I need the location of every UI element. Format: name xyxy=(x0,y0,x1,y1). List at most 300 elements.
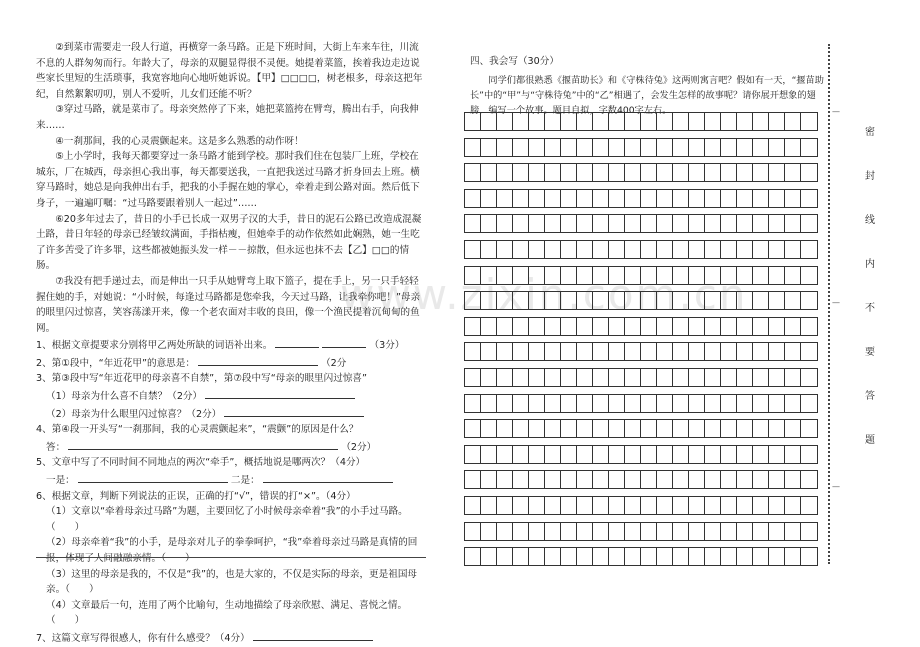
grid-cell[interactable] xyxy=(641,215,657,232)
grid-cell[interactable] xyxy=(705,395,721,412)
grid-cell[interactable] xyxy=(801,548,817,565)
grid-cell[interactable] xyxy=(673,215,689,232)
grid-cell[interactable] xyxy=(641,267,657,284)
grid-cell[interactable] xyxy=(801,113,817,130)
grid-cell[interactable] xyxy=(721,215,737,232)
grid-cell[interactable] xyxy=(481,241,497,258)
grid-cell[interactable] xyxy=(657,139,673,156)
grid-cell[interactable] xyxy=(673,420,689,437)
grid-cell[interactable] xyxy=(481,190,497,207)
answer-blank[interactable] xyxy=(78,471,228,483)
grid-cell[interactable] xyxy=(497,548,513,565)
grid-cell[interactable] xyxy=(721,241,737,258)
grid-cell[interactable] xyxy=(561,267,577,284)
grid-cell[interactable] xyxy=(497,395,513,412)
grid-cell[interactable] xyxy=(481,446,497,463)
grid-cell[interactable] xyxy=(673,190,689,207)
grid-cell[interactable] xyxy=(737,139,753,156)
grid-cell[interactable] xyxy=(593,318,609,335)
grid-cell[interactable] xyxy=(641,548,657,565)
grid-cell[interactable] xyxy=(673,113,689,130)
grid-cell[interactable] xyxy=(561,343,577,360)
grid-cell[interactable] xyxy=(753,471,769,488)
grid-cell[interactable] xyxy=(785,241,801,258)
grid-cell[interactable] xyxy=(801,190,817,207)
grid-cell[interactable] xyxy=(657,446,673,463)
grid-row[interactable] xyxy=(464,112,818,131)
grid-cell[interactable] xyxy=(497,190,513,207)
grid-cell[interactable] xyxy=(513,497,529,514)
grid-cell[interactable] xyxy=(673,369,689,386)
grid-cell[interactable] xyxy=(465,369,481,386)
grid-cell[interactable] xyxy=(609,241,625,258)
grid-cell[interactable] xyxy=(577,190,593,207)
grid-cell[interactable] xyxy=(801,343,817,360)
grid-cell[interactable] xyxy=(737,369,753,386)
grid-cell[interactable] xyxy=(641,164,657,181)
grid-cell[interactable] xyxy=(481,343,497,360)
grid-cell[interactable] xyxy=(513,318,529,335)
grid-cell[interactable] xyxy=(721,113,737,130)
grid-cell[interactable] xyxy=(753,241,769,258)
answer-blank[interactable] xyxy=(198,354,318,366)
grid-cell[interactable] xyxy=(705,446,721,463)
grid-cell[interactable] xyxy=(689,190,705,207)
grid-cell[interactable] xyxy=(785,369,801,386)
grid-cell[interactable] xyxy=(609,139,625,156)
grid-cell[interactable] xyxy=(673,139,689,156)
grid-cell[interactable] xyxy=(529,139,545,156)
grid-cell[interactable] xyxy=(561,497,577,514)
grid-cell[interactable] xyxy=(625,139,641,156)
grid-cell[interactable] xyxy=(721,139,737,156)
grid-cell[interactable] xyxy=(593,471,609,488)
grid-cell[interactable] xyxy=(801,395,817,412)
grid-cell[interactable] xyxy=(721,343,737,360)
grid-cell[interactable] xyxy=(721,190,737,207)
grid-cell[interactable] xyxy=(593,241,609,258)
grid-row[interactable] xyxy=(464,342,818,361)
grid-cell[interactable] xyxy=(593,164,609,181)
grid-cell[interactable] xyxy=(721,497,737,514)
answer-blank[interactable] xyxy=(68,438,338,450)
grid-cell[interactable] xyxy=(593,343,609,360)
grid-cell[interactable] xyxy=(785,395,801,412)
answer-blank[interactable] xyxy=(322,336,366,348)
grid-cell[interactable] xyxy=(769,395,785,412)
grid-cell[interactable] xyxy=(753,446,769,463)
grid-cell[interactable] xyxy=(561,471,577,488)
grid-cell[interactable] xyxy=(657,267,673,284)
grid-cell[interactable] xyxy=(641,523,657,540)
grid-cell[interactable] xyxy=(481,267,497,284)
grid-cell[interactable] xyxy=(561,318,577,335)
grid-cell[interactable] xyxy=(801,164,817,181)
grid-cell[interactable] xyxy=(465,267,481,284)
grid-cell[interactable] xyxy=(721,292,737,309)
grid-cell[interactable] xyxy=(481,369,497,386)
grid-cell[interactable] xyxy=(561,420,577,437)
grid-cell[interactable] xyxy=(625,446,641,463)
grid-cell[interactable] xyxy=(545,446,561,463)
grid-cell[interactable] xyxy=(673,267,689,284)
grid-cell[interactable] xyxy=(609,523,625,540)
grid-cell[interactable] xyxy=(801,139,817,156)
grid-cell[interactable] xyxy=(673,292,689,309)
grid-cell[interactable] xyxy=(673,395,689,412)
grid-cell[interactable] xyxy=(497,523,513,540)
grid-cell[interactable] xyxy=(513,523,529,540)
grid-cell[interactable] xyxy=(545,215,561,232)
grid-row[interactable] xyxy=(464,394,818,413)
grid-cell[interactable] xyxy=(689,548,705,565)
grid-cell[interactable] xyxy=(513,267,529,284)
grid-cell[interactable] xyxy=(785,139,801,156)
grid-cell[interactable] xyxy=(593,369,609,386)
grid-cell[interactable] xyxy=(609,267,625,284)
grid-cell[interactable] xyxy=(657,318,673,335)
grid-cell[interactable] xyxy=(609,471,625,488)
grid-cell[interactable] xyxy=(545,318,561,335)
grid-cell[interactable] xyxy=(785,471,801,488)
grid-cell[interactable] xyxy=(609,318,625,335)
grid-cell[interactable] xyxy=(689,471,705,488)
grid-cell[interactable] xyxy=(465,139,481,156)
grid-cell[interactable] xyxy=(545,190,561,207)
grid-cell[interactable] xyxy=(673,548,689,565)
grid-cell[interactable] xyxy=(529,241,545,258)
grid-cell[interactable] xyxy=(561,395,577,412)
grid-cell[interactable] xyxy=(753,164,769,181)
grid-cell[interactable] xyxy=(577,164,593,181)
grid-cell[interactable] xyxy=(481,497,497,514)
grid-cell[interactable] xyxy=(785,420,801,437)
grid-cell[interactable] xyxy=(625,369,641,386)
grid-cell[interactable] xyxy=(737,113,753,130)
grid-cell[interactable] xyxy=(689,139,705,156)
grid-cell[interactable] xyxy=(737,164,753,181)
grid-cell[interactable] xyxy=(689,241,705,258)
grid-cell[interactable] xyxy=(785,523,801,540)
grid-cell[interactable] xyxy=(593,267,609,284)
grid-cell[interactable] xyxy=(593,395,609,412)
grid-cell[interactable] xyxy=(801,292,817,309)
grid-cell[interactable] xyxy=(465,318,481,335)
grid-cell[interactable] xyxy=(721,164,737,181)
grid-cell[interactable] xyxy=(529,164,545,181)
grid-row[interactable] xyxy=(464,189,818,208)
grid-cell[interactable] xyxy=(753,113,769,130)
grid-cell[interactable] xyxy=(657,215,673,232)
grid-cell[interactable] xyxy=(577,343,593,360)
grid-cell[interactable] xyxy=(561,446,577,463)
grid-cell[interactable] xyxy=(545,343,561,360)
grid-cell[interactable] xyxy=(593,113,609,130)
grid-cell[interactable] xyxy=(609,446,625,463)
grid-cell[interactable] xyxy=(577,318,593,335)
grid-cell[interactable] xyxy=(497,420,513,437)
grid-cell[interactable] xyxy=(513,190,529,207)
grid-cell[interactable] xyxy=(753,343,769,360)
grid-cell[interactable] xyxy=(785,343,801,360)
grid-cell[interactable] xyxy=(497,241,513,258)
grid-cell[interactable] xyxy=(465,523,481,540)
grid-cell[interactable] xyxy=(737,471,753,488)
grid-cell[interactable] xyxy=(625,318,641,335)
grid-cell[interactable] xyxy=(769,446,785,463)
grid-cell[interactable] xyxy=(593,497,609,514)
grid-cell[interactable] xyxy=(769,113,785,130)
grid-cell[interactable] xyxy=(753,395,769,412)
grid-cell[interactable] xyxy=(769,164,785,181)
grid-cell[interactable] xyxy=(545,241,561,258)
grid-cell[interactable] xyxy=(657,241,673,258)
grid-cell[interactable] xyxy=(801,523,817,540)
grid-cell[interactable] xyxy=(497,497,513,514)
grid-cell[interactable] xyxy=(769,215,785,232)
grid-cell[interactable] xyxy=(785,267,801,284)
grid-cell[interactable] xyxy=(497,113,513,130)
grid-cell[interactable] xyxy=(529,267,545,284)
grid-cell[interactable] xyxy=(705,523,721,540)
grid-cell[interactable] xyxy=(721,446,737,463)
grid-cell[interactable] xyxy=(561,292,577,309)
grid-cell[interactable] xyxy=(497,292,513,309)
answer-blank[interactable] xyxy=(253,629,373,641)
grid-cell[interactable] xyxy=(609,113,625,130)
grid-cell[interactable] xyxy=(657,164,673,181)
grid-cell[interactable] xyxy=(577,420,593,437)
grid-row[interactable] xyxy=(464,317,818,336)
grid-row[interactable] xyxy=(464,419,818,438)
grid-cell[interactable] xyxy=(753,318,769,335)
grid-cell[interactable] xyxy=(593,292,609,309)
grid-cell[interactable] xyxy=(529,497,545,514)
grid-cell[interactable] xyxy=(465,471,481,488)
grid-cell[interactable] xyxy=(689,292,705,309)
grid-cell[interactable] xyxy=(545,471,561,488)
grid-cell[interactable] xyxy=(689,497,705,514)
grid-cell[interactable] xyxy=(737,395,753,412)
grid-cell[interactable] xyxy=(657,471,673,488)
grid-cell[interactable] xyxy=(609,420,625,437)
grid-cell[interactable] xyxy=(497,215,513,232)
grid-cell[interactable] xyxy=(801,497,817,514)
grid-cell[interactable] xyxy=(657,497,673,514)
grid-cell[interactable] xyxy=(737,292,753,309)
grid-cell[interactable] xyxy=(689,113,705,130)
grid-cell[interactable] xyxy=(769,523,785,540)
grid-cell[interactable] xyxy=(689,318,705,335)
grid-cell[interactable] xyxy=(625,292,641,309)
grid-cell[interactable] xyxy=(577,548,593,565)
grid-cell[interactable] xyxy=(737,190,753,207)
grid-cell[interactable] xyxy=(625,113,641,130)
grid-cell[interactable] xyxy=(545,164,561,181)
grid-cell[interactable] xyxy=(513,548,529,565)
grid-cell[interactable] xyxy=(481,215,497,232)
grid-cell[interactable] xyxy=(753,190,769,207)
grid-cell[interactable] xyxy=(513,241,529,258)
grid-cell[interactable] xyxy=(513,215,529,232)
grid-cell[interactable] xyxy=(753,215,769,232)
grid-cell[interactable] xyxy=(625,395,641,412)
grid-cell[interactable] xyxy=(737,267,753,284)
grid-cell[interactable] xyxy=(641,241,657,258)
grid-cell[interactable] xyxy=(753,548,769,565)
grid-cell[interactable] xyxy=(513,343,529,360)
grid-cell[interactable] xyxy=(481,318,497,335)
grid-cell[interactable] xyxy=(673,343,689,360)
grid-cell[interactable] xyxy=(529,446,545,463)
grid-cell[interactable] xyxy=(609,395,625,412)
grid-cell[interactable] xyxy=(497,318,513,335)
grid-cell[interactable] xyxy=(721,523,737,540)
grid-cell[interactable] xyxy=(737,446,753,463)
grid-cell[interactable] xyxy=(657,523,673,540)
grid-cell[interactable] xyxy=(785,318,801,335)
grid-cell[interactable] xyxy=(561,523,577,540)
grid-cell[interactable] xyxy=(577,113,593,130)
grid-cell[interactable] xyxy=(577,395,593,412)
grid-cell[interactable] xyxy=(497,446,513,463)
grid-cell[interactable] xyxy=(785,446,801,463)
grid-cell[interactable] xyxy=(609,343,625,360)
grid-cell[interactable] xyxy=(705,164,721,181)
grid-cell[interactable] xyxy=(577,471,593,488)
grid-cell[interactable] xyxy=(481,292,497,309)
answer-blank[interactable] xyxy=(263,471,393,483)
grid-cell[interactable] xyxy=(689,523,705,540)
grid-cell[interactable] xyxy=(785,497,801,514)
grid-cell[interactable] xyxy=(769,369,785,386)
grid-cell[interactable] xyxy=(465,343,481,360)
grid-cell[interactable] xyxy=(529,318,545,335)
grid-cell[interactable] xyxy=(465,113,481,130)
grid-cell[interactable] xyxy=(689,395,705,412)
grid-cell[interactable] xyxy=(657,420,673,437)
grid-cell[interactable] xyxy=(625,523,641,540)
grid-cell[interactable] xyxy=(577,369,593,386)
grid-cell[interactable] xyxy=(465,292,481,309)
grid-cell[interactable] xyxy=(545,113,561,130)
grid-cell[interactable] xyxy=(753,420,769,437)
grid-cell[interactable] xyxy=(561,139,577,156)
grid-cell[interactable] xyxy=(481,164,497,181)
answer-blank[interactable] xyxy=(224,405,364,417)
grid-cell[interactable] xyxy=(625,164,641,181)
grid-cell[interactable] xyxy=(737,343,753,360)
grid-cell[interactable] xyxy=(705,420,721,437)
grid-cell[interactable] xyxy=(641,139,657,156)
grid-cell[interactable] xyxy=(705,548,721,565)
answer-line[interactable] xyxy=(36,557,426,558)
grid-cell[interactable] xyxy=(769,241,785,258)
grid-cell[interactable] xyxy=(641,497,657,514)
grid-cell[interactable] xyxy=(513,113,529,130)
grid-row[interactable] xyxy=(464,266,818,285)
grid-cell[interactable] xyxy=(561,164,577,181)
grid-cell[interactable] xyxy=(705,497,721,514)
grid-cell[interactable] xyxy=(801,267,817,284)
grid-cell[interactable] xyxy=(721,369,737,386)
grid-row[interactable] xyxy=(464,470,818,489)
grid-cell[interactable] xyxy=(737,548,753,565)
grid-cell[interactable] xyxy=(481,139,497,156)
grid-cell[interactable] xyxy=(545,139,561,156)
grid-cell[interactable] xyxy=(529,113,545,130)
grid-cell[interactable] xyxy=(705,113,721,130)
grid-cell[interactable] xyxy=(609,215,625,232)
grid-cell[interactable] xyxy=(689,343,705,360)
grid-cell[interactable] xyxy=(689,164,705,181)
grid-cell[interactable] xyxy=(593,420,609,437)
grid-cell[interactable] xyxy=(625,420,641,437)
grid-cell[interactable] xyxy=(641,395,657,412)
grid-cell[interactable] xyxy=(689,267,705,284)
grid-row[interactable] xyxy=(464,522,818,541)
grid-row[interactable] xyxy=(464,445,818,464)
grid-cell[interactable] xyxy=(529,471,545,488)
grid-row[interactable] xyxy=(464,547,818,566)
grid-cell[interactable] xyxy=(497,164,513,181)
grid-cell[interactable] xyxy=(705,318,721,335)
grid-cell[interactable] xyxy=(721,548,737,565)
grid-cell[interactable] xyxy=(481,471,497,488)
grid-cell[interactable] xyxy=(593,446,609,463)
grid-cell[interactable] xyxy=(657,343,673,360)
grid-cell[interactable] xyxy=(513,369,529,386)
grid-cell[interactable] xyxy=(641,343,657,360)
grid-cell[interactable] xyxy=(497,343,513,360)
grid-cell[interactable] xyxy=(641,420,657,437)
grid-cell[interactable] xyxy=(609,497,625,514)
grid-cell[interactable] xyxy=(769,343,785,360)
grid-cell[interactable] xyxy=(513,395,529,412)
grid-cell[interactable] xyxy=(769,471,785,488)
grid-cell[interactable] xyxy=(529,523,545,540)
grid-cell[interactable] xyxy=(737,523,753,540)
grid-cell[interactable] xyxy=(529,420,545,437)
grid-row[interactable] xyxy=(464,214,818,233)
grid-cell[interactable] xyxy=(577,241,593,258)
grid-cell[interactable] xyxy=(561,215,577,232)
grid-cell[interactable] xyxy=(625,267,641,284)
grid-cell[interactable] xyxy=(625,548,641,565)
grid-cell[interactable] xyxy=(705,139,721,156)
grid-cell[interactable] xyxy=(737,215,753,232)
grid-cell[interactable] xyxy=(721,318,737,335)
grid-cell[interactable] xyxy=(497,139,513,156)
grid-cell[interactable] xyxy=(753,267,769,284)
grid-cell[interactable] xyxy=(641,190,657,207)
grid-cell[interactable] xyxy=(609,548,625,565)
grid-cell[interactable] xyxy=(801,446,817,463)
grid-cell[interactable] xyxy=(625,343,641,360)
grid-cell[interactable] xyxy=(737,241,753,258)
grid-cell[interactable] xyxy=(641,446,657,463)
grid-cell[interactable] xyxy=(673,497,689,514)
grid-cell[interactable] xyxy=(753,369,769,386)
grid-cell[interactable] xyxy=(625,190,641,207)
grid-cell[interactable] xyxy=(497,267,513,284)
grid-cell[interactable] xyxy=(465,548,481,565)
grid-cell[interactable] xyxy=(785,292,801,309)
grid-cell[interactable] xyxy=(609,292,625,309)
grid-cell[interactable] xyxy=(657,113,673,130)
answer-blank[interactable] xyxy=(275,336,319,348)
grid-cell[interactable] xyxy=(673,241,689,258)
